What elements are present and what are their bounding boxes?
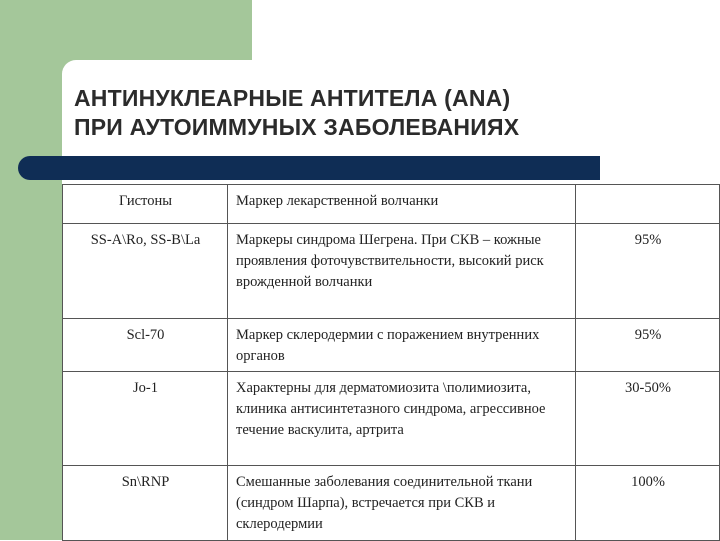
frequency-cell: 95% (576, 224, 720, 319)
antigen-cell: Sn\RNP (63, 466, 228, 541)
antigen-cell: Jo-1 (63, 372, 228, 466)
antibody-table (62, 184, 720, 541)
frequency-cell: 95% (576, 319, 720, 372)
frequency-cell: 30-50% (576, 372, 720, 466)
title-line-1: АНТИНУКЛЕАРНЫЕ АНТИТЕЛА (ANA) (74, 85, 511, 111)
frequency-cell (576, 185, 720, 224)
description-cell: Смешанные заболевания соединительной ткани (синдром Шарпа), встречается при СКВ и склеродермии (228, 466, 576, 541)
decorative-green-sidebar (0, 0, 62, 540)
description-cell: Маркер склеродермии с поражением внутренних органов (228, 319, 576, 372)
antigen-cell: Гистоны (63, 185, 228, 224)
title-line-2: ПРИ АУТОИММУНЫХ ЗАБОЛЕВАНИЯХ (74, 114, 520, 140)
description-cell: Характерны для дерматомиозита \полимиозита, клиника антисинтетазного синдрома, агрессивное течение васкулита, артрита (228, 372, 576, 466)
table-row (63, 466, 720, 541)
table-row (63, 372, 720, 466)
table-row (63, 224, 720, 319)
table-row (63, 185, 720, 224)
description-cell: Маркер лекарственной волчанки (228, 185, 576, 224)
antigen-cell: SS-A\Ro, SS-B\La (63, 224, 228, 319)
antigen-cell: Scl-70 (63, 319, 228, 372)
description-cell: Маркеры синдрома Шегрена. При СКВ – кожные проявления фоточувствительности, высокий риск врожденной волчанки (228, 224, 576, 319)
frequency-cell: 100% (576, 466, 720, 541)
slide-title (74, 84, 694, 142)
decorative-navy-bar (18, 156, 600, 180)
table-row (63, 319, 720, 372)
